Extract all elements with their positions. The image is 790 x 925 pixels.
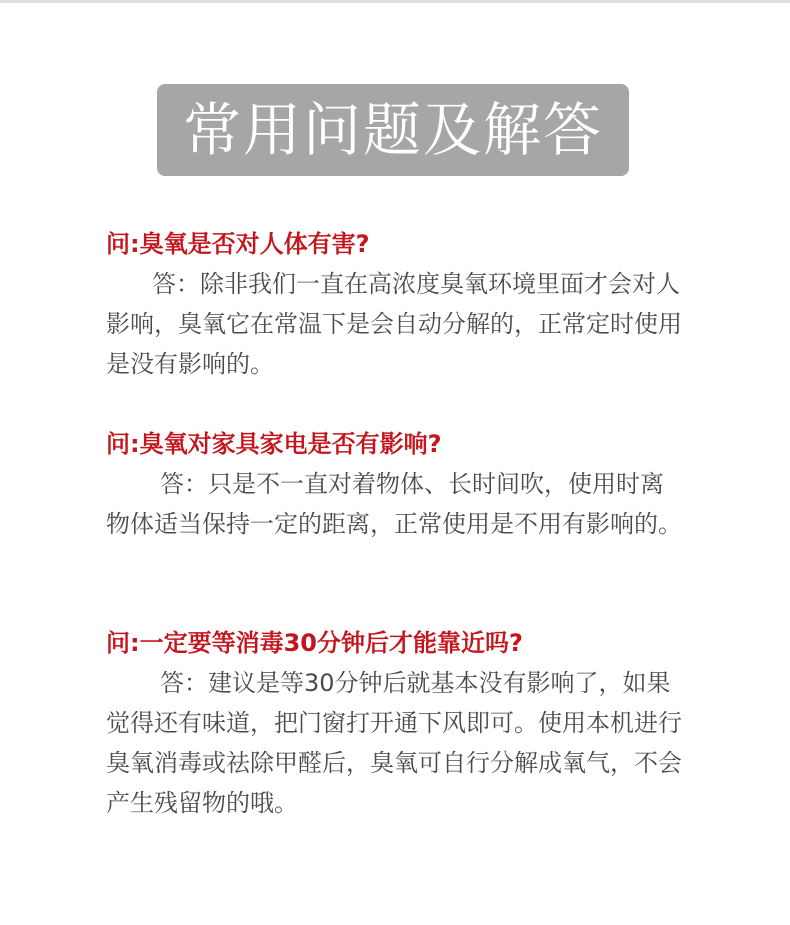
faq-question: 问:臭氧对家具家电是否有影响? (106, 430, 442, 458)
faq-answer: 答：除非我们一直在高浓度臭氧环境里面才会对人影响，臭氧它在常温下是会自动分解的，正常定时使用是没有影响的。 (106, 270, 682, 378)
faq-answer: 答：只是不一直对着物体、长时间吹，使用时离物体适当保持一定的距离，正常使用是不用有影响的。 (106, 470, 682, 538)
faq-question: 问:臭氧是否对人体有害? (106, 230, 370, 258)
faq-item-furniture-impact (106, 424, 686, 544)
top-divider (0, 0, 790, 3)
faq-question: 问:一定要等消毒30分钟后才能靠近吗? (106, 629, 523, 657)
page-title: 常用问题及解答 (182, 96, 603, 164)
title-banner (157, 84, 629, 176)
faq-item-wait-time (106, 623, 686, 823)
faq-item-ozone-health (106, 224, 686, 384)
faq-answer: 答：建议是等30分钟后就基本没有影响了，如果觉得还有味道，把门窗打开通下风即可。使用本机进行臭氧消毒或祛除甲醛后，臭氧可自行分解成氧气，不会产生残留物的哦。 (106, 669, 682, 817)
